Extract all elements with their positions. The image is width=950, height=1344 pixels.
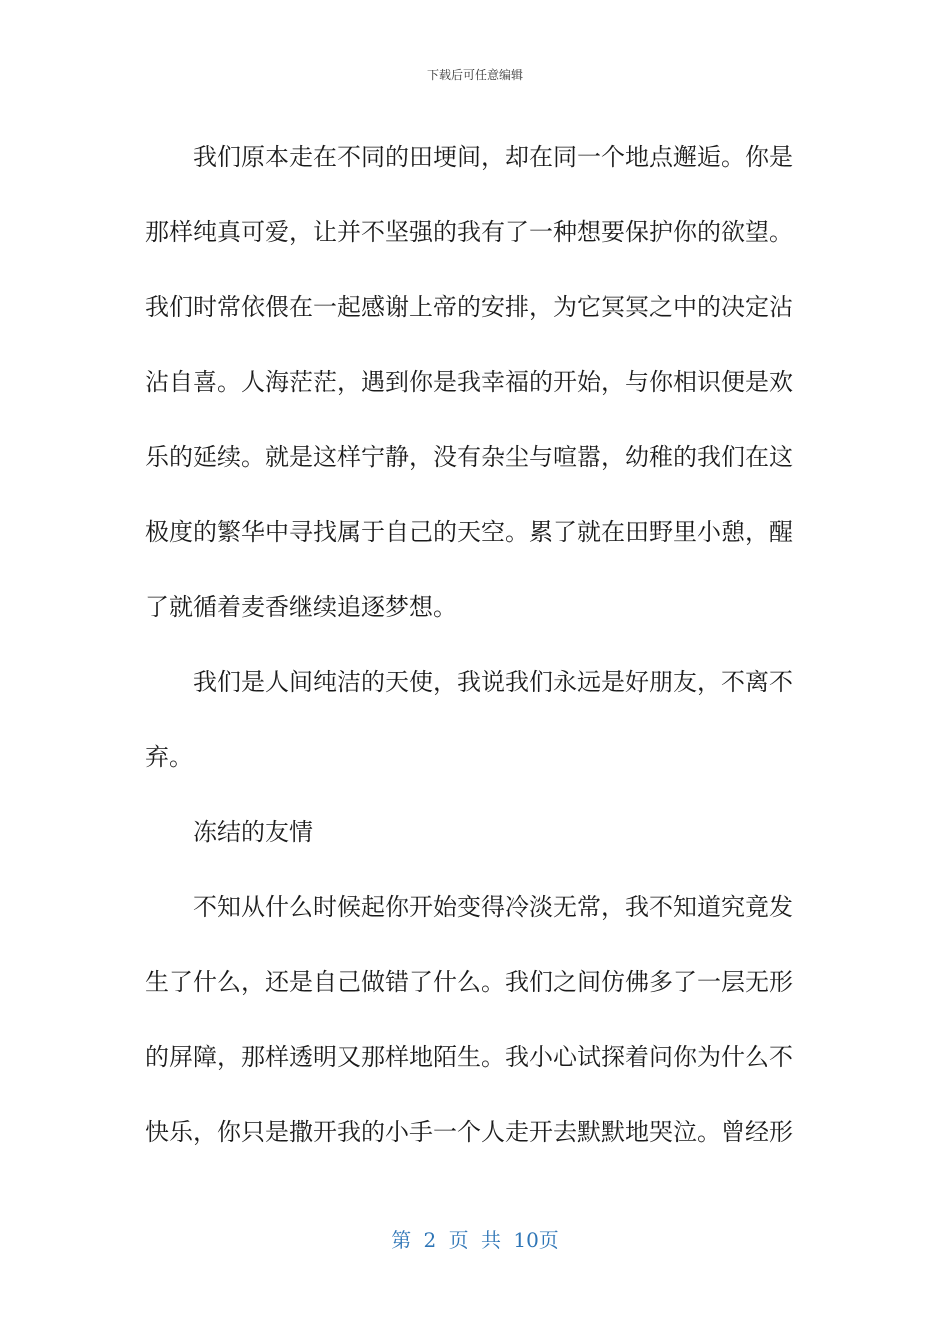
text-line: 乐的延续。就是这样宁静，没有杂尘与喧嚣，幼稚的我们在这 (145, 443, 793, 471)
text-line: 我们时常依偎在一起感谢上帝的安排，为它冥冥之中的决定沾 (145, 293, 793, 321)
text-line: 弃。 (145, 743, 193, 771)
text-line: 快乐，你只是撒开我的小手一个人走开去默默地哭泣。曾经形 (145, 1118, 793, 1146)
text-line: 了就循着麦香继续追逐梦想。 (145, 593, 457, 621)
text-line: 那样纯真可爱，让并不坚强的我有了一种想要保护你的欲望。 (145, 218, 793, 246)
text-line: 的屏障，那样透明又那样地陌生。我小心试探着问你为什么不 (145, 1043, 793, 1071)
text-line: 我们是人间纯洁的天使，我说我们永远是好朋友，不离不 (193, 668, 793, 696)
section-heading: 冻结的友情 (193, 818, 313, 846)
text-line: 沾自喜。人海茫茫，遇到你是我幸福的开始，与你相识便是欢 (145, 368, 793, 396)
page-number-footer: 第 2 页 共 10页 (391, 1228, 559, 1252)
text-line: 极度的繁华中寻找属于自己的天空。累了就在田野里小憩，醒 (145, 518, 793, 546)
text-line: 我们原本走在不同的田埂间，却在同一个地点邂逅。你是 (193, 143, 793, 171)
page-header: 下载后可任意编辑 (426, 68, 523, 82)
document-body (145, 120, 795, 1170)
text-line: 生了什么，还是自己做错了什么。我们之间仿佛多了一层无形 (145, 968, 793, 996)
text-line: 不知从什么时候起你开始变得冷淡无常，我不知道究竟发 (193, 893, 793, 921)
